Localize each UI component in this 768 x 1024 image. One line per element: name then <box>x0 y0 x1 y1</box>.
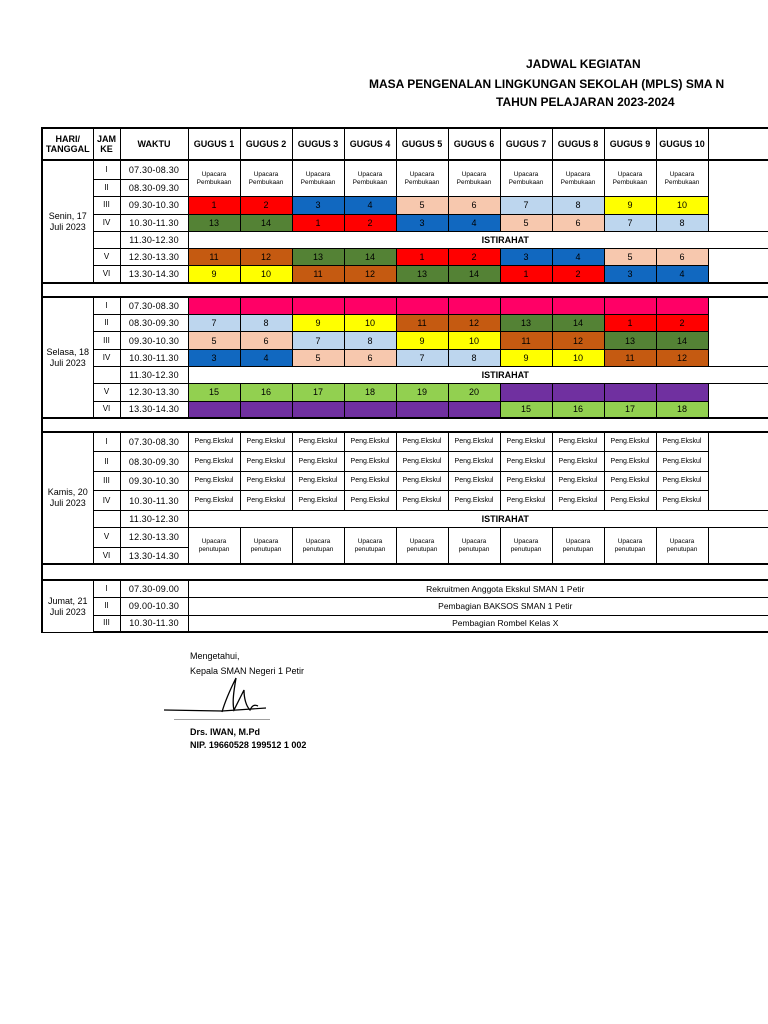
waktu-cell: 13.30-14.30 <box>120 401 188 418</box>
jam-cell: III <box>93 197 120 214</box>
jam-cell: III <box>93 471 120 491</box>
gugus-cell: Peng.Ekskul <box>500 432 552 452</box>
day-label: Jumat, 21 Juli 2023 <box>42 580 93 632</box>
col-header-gugus: GUGUS 6 <box>448 128 500 160</box>
gugus-cell: Upacara penutupan <box>500 528 552 565</box>
gugus-cell: 6 <box>656 249 708 266</box>
gugus-cell: 8 <box>240 315 292 332</box>
gugus-cell: Peng.Ekskul <box>188 471 240 491</box>
gugus-cell: 10 <box>240 266 292 283</box>
footer-position: Kepala SMAN Negeri 1 Petir <box>190 666 305 676</box>
extra-cell <box>708 491 768 511</box>
gugus-cell: 16 <box>240 384 292 401</box>
waktu-cell: 07.30-09.00 <box>120 580 188 597</box>
table-row <box>42 510 768 527</box>
gugus-cell: Peng.Ekskul <box>656 491 708 511</box>
extra-cell <box>708 471 768 491</box>
gugus-cell: 19 <box>396 384 448 401</box>
table-row <box>42 452 768 472</box>
gugus-cell: Peng.Ekskul <box>500 471 552 491</box>
footer-name: Drs. IWAN, M.Pd <box>190 727 261 737</box>
gugus-cell: 11 <box>500 332 552 349</box>
gugus-cell <box>396 297 448 314</box>
gugus-cell: Peng.Ekskul <box>448 471 500 491</box>
table-row <box>42 315 768 332</box>
table-row <box>42 297 768 314</box>
gugus-cell: 11 <box>604 349 656 366</box>
col-header-gugus: GUGUS 3 <box>292 128 344 160</box>
gugus-cell: Upacara Pembukaan <box>188 160 240 197</box>
gugus-cell: Upacara penutupan <box>188 528 240 565</box>
col-header-gugus: GUGUS 9 <box>604 128 656 160</box>
gugus-cell: 5 <box>604 249 656 266</box>
gugus-cell: 2 <box>656 315 708 332</box>
jam-cell <box>93 231 120 248</box>
gugus-cell <box>292 297 344 314</box>
extra-cell <box>708 297 768 314</box>
gugus-cell <box>292 401 344 418</box>
table-row <box>42 332 768 349</box>
gugus-cell: 4 <box>448 214 500 231</box>
gugus-cell: Upacara Pembukaan <box>448 160 500 197</box>
gugus-cell: 12 <box>656 349 708 366</box>
gugus-cell <box>552 384 604 401</box>
gugus-cell: 14 <box>656 332 708 349</box>
section-gap <box>42 283 768 297</box>
extra-cell <box>708 197 768 214</box>
gugus-cell: 6 <box>344 349 396 366</box>
waktu-cell: 11.30-12.30 <box>120 510 188 527</box>
table-row <box>42 598 768 615</box>
extra-cell <box>708 349 768 366</box>
waktu-cell: 07.30-08.30 <box>120 160 188 180</box>
extra-cell <box>708 384 768 401</box>
gugus-cell: Upacara Pembukaan <box>292 160 344 197</box>
gugus-cell: 15 <box>188 384 240 401</box>
gugus-cell: 18 <box>344 384 396 401</box>
gugus-cell: 17 <box>292 384 344 401</box>
table-row <box>42 214 768 231</box>
table-row <box>42 401 768 418</box>
schedule-table <box>41 127 768 633</box>
gugus-cell: Peng.Ekskul <box>552 491 604 511</box>
gugus-cell: Peng.Ekskul <box>344 491 396 511</box>
footer-nip: NIP. 19660528 199512 1 002 <box>190 740 307 750</box>
col-header-gugus: GUGUS 5 <box>396 128 448 160</box>
gugus-cell: Upacara Pembukaan <box>552 160 604 197</box>
gugus-cell: 1 <box>292 214 344 231</box>
day-label: Kamis, 20 Juli 2023 <box>42 432 93 564</box>
gugus-cell: Peng.Ekskul <box>656 452 708 472</box>
gugus-cell: 7 <box>500 197 552 214</box>
gugus-cell: Peng.Ekskul <box>448 432 500 452</box>
gugus-cell: Upacara penutupan <box>448 528 500 565</box>
gugus-cell: Upacara Pembukaan <box>396 160 448 197</box>
gugus-cell: Upacara penutupan <box>604 528 656 565</box>
gugus-cell: 1 <box>604 315 656 332</box>
gugus-cell: 13 <box>292 249 344 266</box>
gugus-cell: Peng.Ekskul <box>604 471 656 491</box>
header-row <box>42 128 768 160</box>
waktu-cell: 09.00-10.30 <box>120 598 188 615</box>
gap-cell <box>42 283 768 297</box>
gugus-cell: 14 <box>240 214 292 231</box>
waktu-cell: 10.30-11.30 <box>120 491 188 511</box>
gugus-cell: 14 <box>344 249 396 266</box>
gugus-cell: 7 <box>396 349 448 366</box>
col-header-gugus: GUGUS 10 <box>656 128 708 160</box>
gugus-cell: 9 <box>604 197 656 214</box>
gugus-cell: 5 <box>188 332 240 349</box>
extra-cell <box>708 452 768 472</box>
waktu-cell: 09.30-10.30 <box>120 197 188 214</box>
gugus-cell: Peng.Ekskul <box>396 471 448 491</box>
col-header-hari: HARI/ TANGGAL <box>42 128 93 160</box>
gugus-cell: Peng.Ekskul <box>344 432 396 452</box>
col-header-gugus: GUGUS 2 <box>240 128 292 160</box>
table-row <box>42 384 768 401</box>
gugus-cell: Peng.Ekskul <box>396 491 448 511</box>
gugus-cell: Peng.Ekskul <box>500 452 552 472</box>
gugus-cell: 15 <box>500 401 552 418</box>
waktu-cell: 08.30-09.30 <box>120 180 188 197</box>
gugus-cell: 8 <box>448 349 500 366</box>
gugus-cell: Upacara Pembukaan <box>240 160 292 197</box>
waktu-cell: 09.30-10.30 <box>120 332 188 349</box>
gugus-cell: 17 <box>604 401 656 418</box>
gugus-cell: Peng.Ekskul <box>396 432 448 452</box>
jam-cell: II <box>93 315 120 332</box>
gugus-cell: Peng.Ekskul <box>292 432 344 452</box>
gugus-cell: 9 <box>500 349 552 366</box>
gugus-cell: 8 <box>552 197 604 214</box>
gugus-cell: Peng.Ekskul <box>448 491 500 511</box>
gugus-cell: Peng.Ekskul <box>188 491 240 511</box>
gugus-cell: 7 <box>188 315 240 332</box>
section-gap <box>42 418 768 432</box>
doc-year: TAHUN PELAJARAN 2023-2024 <box>496 95 675 109</box>
waktu-cell: 08.30-09.30 <box>120 452 188 472</box>
gugus-cell: 3 <box>188 349 240 366</box>
gugus-cell: 12 <box>448 315 500 332</box>
waktu-cell: 07.30-08.30 <box>120 432 188 452</box>
table-row <box>42 491 768 511</box>
jam-cell: III <box>93 615 120 632</box>
jam-cell: I <box>93 580 120 597</box>
break-cell: ISTIRAHAT <box>188 231 768 248</box>
break-cell: ISTIRAHAT <box>188 510 768 527</box>
gugus-cell <box>604 384 656 401</box>
gugus-cell: Peng.Ekskul <box>292 452 344 472</box>
gugus-cell: 20 <box>448 384 500 401</box>
gugus-cell: 12 <box>552 332 604 349</box>
extra-cell <box>708 214 768 231</box>
extra-cell <box>708 160 768 197</box>
col-header-jam: JAM KE <box>93 128 120 160</box>
waktu-cell: 12.30-13.30 <box>120 528 188 548</box>
gugus-cell: 6 <box>552 214 604 231</box>
gugus-cell: Peng.Ekskul <box>552 471 604 491</box>
gugus-cell: 1 <box>396 249 448 266</box>
gugus-cell <box>188 401 240 418</box>
gugus-cell: Peng.Ekskul <box>604 491 656 511</box>
gugus-cell: 10 <box>448 332 500 349</box>
gugus-cell: 4 <box>240 349 292 366</box>
gugus-cell <box>500 297 552 314</box>
gugus-cell: Upacara penutupan <box>344 528 396 565</box>
jam-cell: I <box>93 160 120 180</box>
gugus-cell: Peng.Ekskul <box>656 432 708 452</box>
gugus-cell: 14 <box>552 315 604 332</box>
waktu-cell: 11.30-12.30 <box>120 231 188 248</box>
table-row <box>42 197 768 214</box>
gugus-cell: 2 <box>344 214 396 231</box>
gugus-cell: Upacara penutupan <box>240 528 292 565</box>
gugus-cell <box>656 297 708 314</box>
gugus-cell: Peng.Ekskul <box>656 471 708 491</box>
gugus-cell: 9 <box>292 315 344 332</box>
gugus-cell <box>188 297 240 314</box>
jam-cell: V <box>93 528 120 548</box>
table-row <box>42 366 768 383</box>
break-cell: ISTIRAHAT <box>188 366 768 383</box>
gugus-cell: Upacara Pembukaan <box>500 160 552 197</box>
gugus-cell: Peng.Ekskul <box>604 452 656 472</box>
activity-cell: Rekruitmen Anggota Ekskul SMAN 1 Petir <box>188 580 768 597</box>
gugus-cell: Peng.Ekskul <box>240 491 292 511</box>
gugus-cell: 9 <box>396 332 448 349</box>
gugus-cell: Peng.Ekskul <box>188 452 240 472</box>
gugus-cell: 11 <box>292 266 344 283</box>
gugus-cell: Upacara Pembukaan <box>656 160 708 197</box>
signature-image <box>162 668 272 720</box>
jam-cell: VI <box>93 547 120 564</box>
col-header-gugus: GUGUS 4 <box>344 128 396 160</box>
waktu-cell: 10.30-11.30 <box>120 349 188 366</box>
jam-cell: III <box>93 332 120 349</box>
gugus-cell: 3 <box>604 266 656 283</box>
jam-cell <box>93 366 120 383</box>
gugus-cell: 14 <box>448 266 500 283</box>
gugus-cell: 6 <box>448 197 500 214</box>
gugus-cell: Peng.Ekskul <box>552 432 604 452</box>
gugus-cell: 12 <box>240 249 292 266</box>
gugus-cell: 13 <box>604 332 656 349</box>
gugus-cell: 10 <box>656 197 708 214</box>
table-row <box>42 615 768 632</box>
gugus-cell: 4 <box>656 266 708 283</box>
gugus-cell <box>344 297 396 314</box>
gugus-cell: 1 <box>188 197 240 214</box>
gugus-cell: 3 <box>292 197 344 214</box>
waktu-cell: 12.30-13.30 <box>120 384 188 401</box>
gugus-cell: Upacara Pembukaan <box>604 160 656 197</box>
gugus-cell <box>604 297 656 314</box>
waktu-cell: 10.30-11.30 <box>120 615 188 632</box>
jam-cell <box>93 510 120 527</box>
gugus-cell: 1 <box>500 266 552 283</box>
gugus-cell: Peng.Ekskul <box>344 452 396 472</box>
gugus-cell: 4 <box>344 197 396 214</box>
table-row <box>42 266 768 283</box>
gugus-cell: Peng.Ekskul <box>240 471 292 491</box>
extra-cell <box>708 432 768 452</box>
gugus-cell: Upacara Pembukaan <box>344 160 396 197</box>
gugus-cell: 10 <box>344 315 396 332</box>
doc-title: JADWAL KEGIATAN <box>526 57 641 71</box>
gugus-cell: Peng.Ekskul <box>188 432 240 452</box>
gugus-cell <box>344 401 396 418</box>
gugus-cell: 3 <box>396 214 448 231</box>
gugus-cell: 12 <box>344 266 396 283</box>
col-header-waktu: WAKTU <box>120 128 188 160</box>
table-row <box>42 349 768 366</box>
gugus-cell: Peng.Ekskul <box>240 432 292 452</box>
gugus-cell: 2 <box>240 197 292 214</box>
gugus-cell: 5 <box>500 214 552 231</box>
activity-cell: Pembagian Rombel Kelas X <box>188 615 768 632</box>
gugus-cell <box>552 297 604 314</box>
gugus-cell: 7 <box>292 332 344 349</box>
extra-cell <box>708 528 768 565</box>
gugus-cell <box>448 297 500 314</box>
gugus-cell: Upacara penutupan <box>552 528 604 565</box>
waktu-cell: 09.30-10.30 <box>120 471 188 491</box>
gugus-cell: Peng.Ekskul <box>292 491 344 511</box>
gugus-cell <box>396 401 448 418</box>
gugus-cell: 2 <box>448 249 500 266</box>
jam-cell: IV <box>93 349 120 366</box>
gugus-cell: 8 <box>656 214 708 231</box>
jam-cell: II <box>93 598 120 615</box>
gugus-cell: 3 <box>500 249 552 266</box>
gugus-cell <box>240 401 292 418</box>
waktu-cell: 13.30-14.30 <box>120 266 188 283</box>
gugus-cell <box>448 401 500 418</box>
gugus-cell: Peng.Ekskul <box>448 452 500 472</box>
table-row <box>42 231 768 248</box>
extra-cell <box>708 266 768 283</box>
gugus-cell: 5 <box>396 197 448 214</box>
table-row <box>42 580 768 597</box>
gugus-cell: 10 <box>552 349 604 366</box>
gugus-cell: 4 <box>552 249 604 266</box>
gugus-cell <box>500 384 552 401</box>
gugus-cell: 11 <box>396 315 448 332</box>
gugus-cell: 13 <box>500 315 552 332</box>
gugus-cell: 8 <box>344 332 396 349</box>
jam-cell: I <box>93 297 120 314</box>
table-row <box>42 160 768 180</box>
waktu-cell: 10.30-11.30 <box>120 214 188 231</box>
gap-cell <box>42 418 768 432</box>
doc-subtitle: MASA PENGENALAN LINGKUNGAN SEKOLAH (MPLS) SMA N <box>369 77 725 91</box>
jam-cell: II <box>93 180 120 197</box>
jam-cell: VI <box>93 266 120 283</box>
day-label: Senin, 17 Juli 2023 <box>42 160 93 283</box>
gugus-cell: 9 <box>188 266 240 283</box>
waktu-cell: 13.30-14.30 <box>120 547 188 564</box>
gugus-cell <box>656 384 708 401</box>
col-header-gugus: GUGUS 7 <box>500 128 552 160</box>
gugus-cell: Peng.Ekskul <box>604 432 656 452</box>
gugus-cell: Peng.Ekskul <box>344 471 396 491</box>
gugus-cell: 6 <box>240 332 292 349</box>
gugus-cell: Peng.Ekskul <box>292 471 344 491</box>
day-label: Selasa, 18 Juli 2023 <box>42 297 93 418</box>
col-header-gugus: GUGUS 8 <box>552 128 604 160</box>
waktu-cell: 12.30-13.30 <box>120 249 188 266</box>
gugus-cell: 11 <box>188 249 240 266</box>
jam-cell: V <box>93 384 120 401</box>
section-gap <box>42 564 768 580</box>
footer-acknowledge: Mengetahui, <box>190 651 240 661</box>
gugus-cell: 5 <box>292 349 344 366</box>
gugus-cell: 18 <box>656 401 708 418</box>
gugus-cell: Upacara penutupan <box>292 528 344 565</box>
jam-cell: I <box>93 432 120 452</box>
jam-cell: V <box>93 249 120 266</box>
waktu-cell: 08.30-09.30 <box>120 315 188 332</box>
gap-cell <box>42 564 768 580</box>
table-row <box>42 471 768 491</box>
extra-cell <box>708 315 768 332</box>
col-header-gugus: GUGUS 1 <box>188 128 240 160</box>
table-row <box>42 249 768 266</box>
gugus-cell: Upacara penutupan <box>396 528 448 565</box>
gugus-cell: 13 <box>396 266 448 283</box>
gugus-cell: 16 <box>552 401 604 418</box>
waktu-cell: 07.30-08.30 <box>120 297 188 314</box>
activity-cell: Pembagian BAKSOS SMAN 1 Petir <box>188 598 768 615</box>
gugus-cell: Peng.Ekskul <box>552 452 604 472</box>
jam-cell: IV <box>93 491 120 511</box>
waktu-cell: 11.30-12.30 <box>120 366 188 383</box>
gugus-cell: 13 <box>188 214 240 231</box>
extra-cell <box>708 401 768 418</box>
jam-cell: II <box>93 452 120 472</box>
jam-cell: IV <box>93 214 120 231</box>
gugus-cell <box>240 297 292 314</box>
gugus-cell: 2 <box>552 266 604 283</box>
extra-cell <box>708 332 768 349</box>
gugus-cell: Peng.Ekskul <box>240 452 292 472</box>
extra-cell <box>708 249 768 266</box>
gugus-cell: Peng.Ekskul <box>500 491 552 511</box>
gugus-cell: Peng.Ekskul <box>396 452 448 472</box>
gugus-cell: 7 <box>604 214 656 231</box>
col-header-extra <box>708 128 768 160</box>
table-row <box>42 432 768 452</box>
gugus-cell: Upacara penutupan <box>656 528 708 565</box>
table-row <box>42 528 768 548</box>
jam-cell: VI <box>93 401 120 418</box>
